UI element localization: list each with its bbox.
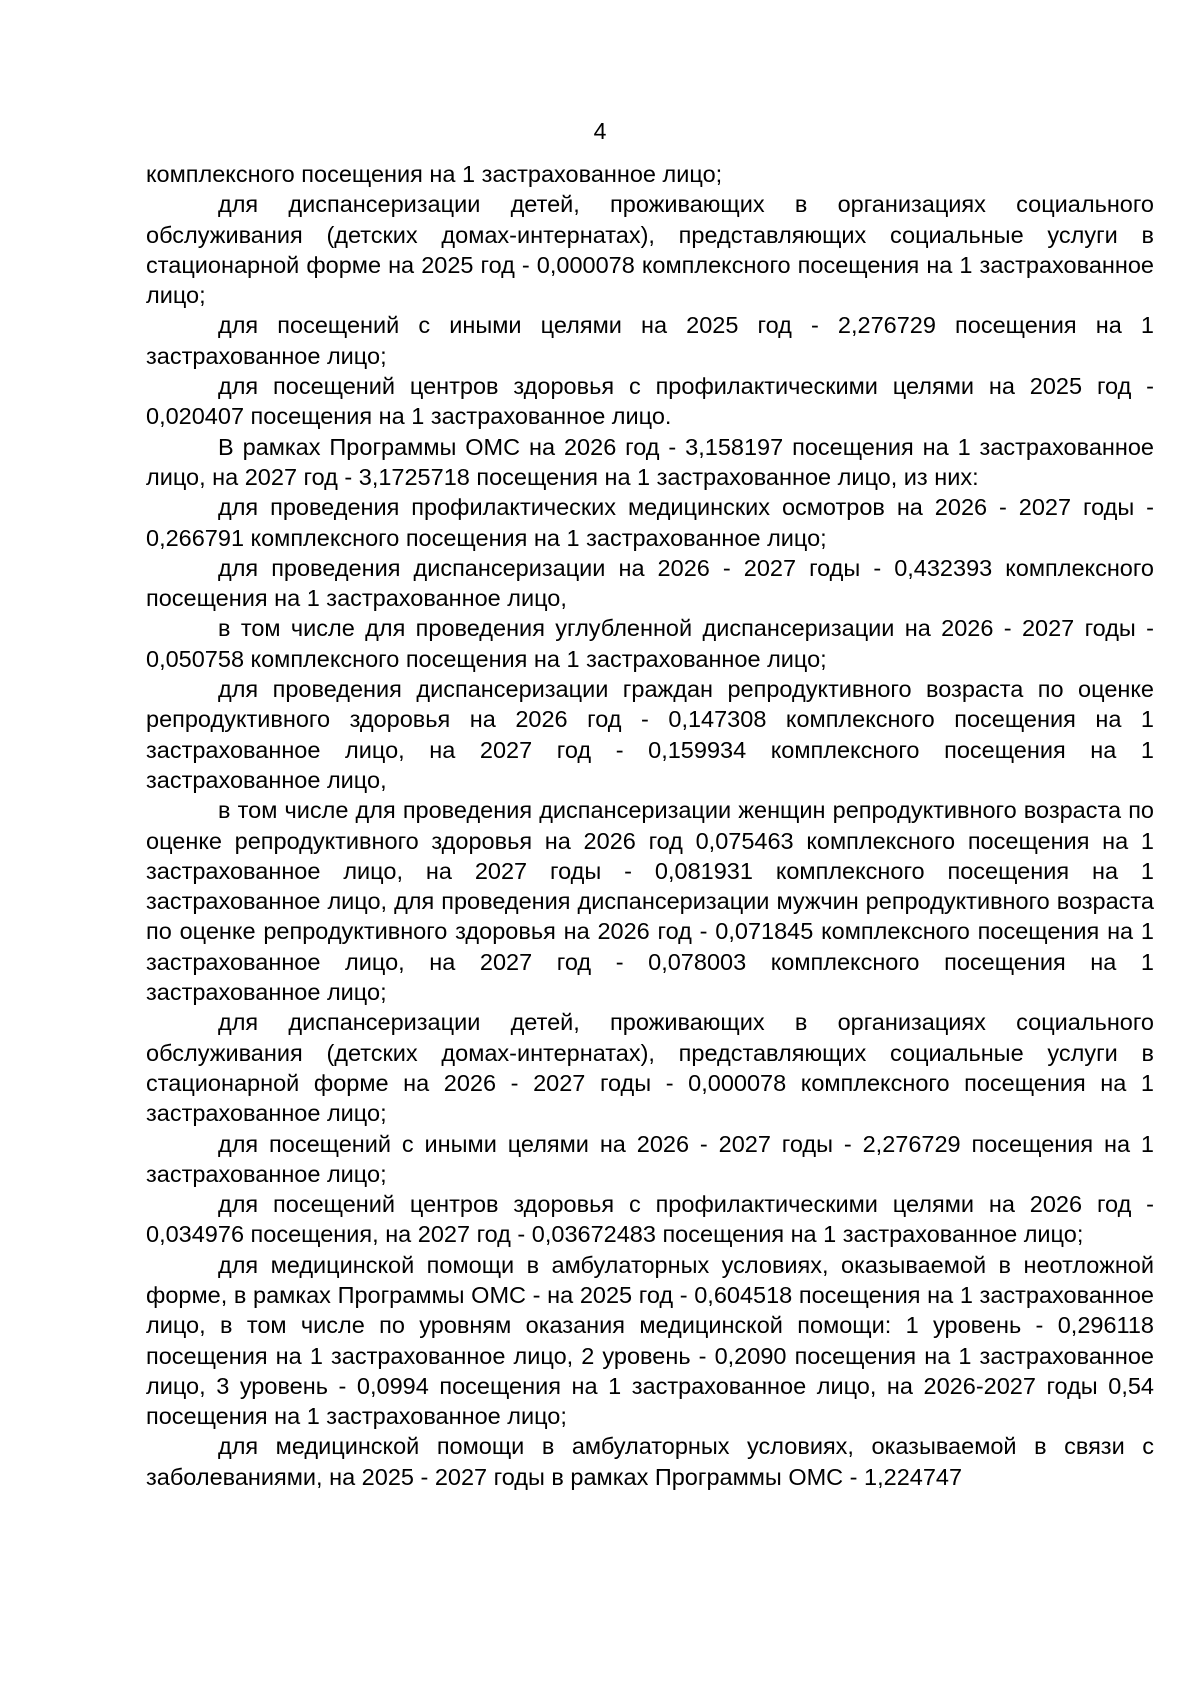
- page-number: 4: [593, 118, 607, 144]
- paragraph: в том числе для проведения диспансеризации женщин репродуктивного возраста по оценке репродуктивного здоровья на 2026 год 0,075463 комплексного посещения на 1 застрахованное лицо, на 2027 годы - 0,081931 комплексного посещения на 1 застрахованное лицо, для проведения диспансеризации мужчин репродуктивного возраста по оценке репродуктивного здоровья на 2026 год - 0,071845 комплексного посещения на 1 застрахованное лицо, на 2027 год - 0,078003 комплексного посещения на 1 застрахованное лицо;: [146, 797, 1154, 1006]
- paragraph: для посещений с иными целями на 2025 год - 2,276729 посещения на 1 застрахованное лицо;: [146, 312, 1154, 369]
- document-body: [146, 159, 1154, 1492]
- paragraph: для диспансеризации детей, проживающих в организациях социального обслуживания (детских домах-интернатах), представляющих социальные услуги в стационарной форме на 2026 - 2027 годы - 0,000078 комплексного посещения на 1 застрахованное лицо;: [146, 1009, 1154, 1127]
- paragraph: комплексного посещения на 1 застрахованное лицо;: [146, 161, 723, 187]
- paragraph: для медицинской помощи в амбулаторных условиях, оказываемой в неотложной форме, в рамках Программы ОМС - на 2025 год - 0,604518 посещения на 1 застрахованное лицо, в том числе по уровням оказания медицинской помощи: 1 уровень - 0,296118 посещения на 1 застрахованное лицо, 2 уровень - 0,2090 посещения на 1 застрахованное лицо, 3 уровень - 0,0994 посещения на 1 застрахованное лицо, на 2026-2027 годы 0,54 посещения на 1 застрахованное лицо;: [146, 1251, 1154, 1430]
- paragraph: для посещений центров здоровья с профилактическими целями на 2025 год - 0,020407 посещения на 1 застрахованное лицо.: [146, 373, 1154, 430]
- paragraph: для диспансеризации детей, проживающих в организациях социального обслуживания (детских домах-интернатах), представляющих социальные услуги в стационарной форме на 2025 год - 0,000078 комплексного посещения на 1 застрахованное лицо;: [146, 191, 1154, 309]
- paragraph: В рамках Программы ОМС на 2026 год - 3,158197 посещения на 1 застрахованное лицо, на 2027 год - 3,1725718 посещения на 1 застрахованное лицо, из них:: [146, 433, 1154, 490]
- paragraph: для посещений центров здоровья с профилактическими целями на 2026 год - 0,034976 посещения, на 2027 год - 0,03672483 посещения на 1 застрахованное лицо;: [146, 1191, 1154, 1248]
- paragraph: для проведения диспансеризации на 2026 - 2027 годы - 0,432393 комплексного посещения на 1 застрахованное лицо,: [146, 554, 1154, 612]
- paragraph: для медицинской помощи в амбулаторных условиях, оказываемой в связи с заболеваниями, на 2025 - 2027 годы в рамках Программы ОМС - 1,224747: [146, 1433, 1154, 1490]
- paragraph: для проведения диспансеризации граждан репродуктивного возраста по оценке репродуктивного здоровья на 2026 год - 0,147308 комплексного посещения на 1 застрахованное лицо, на 2027 год - 0,159934 комплексного посещения на 1 застрахованное лицо,: [146, 676, 1154, 793]
- paragraph: для посещений с иными целями на 2026 - 2027 годы - 2,276729 посещения на 1 застрахованное лицо;: [146, 1130, 1154, 1187]
- paragraph: в том числе для проведения углубленной диспансеризации на 2026 - 2027 годы - 0,050758 комплексного посещения на 1 застрахованное лицо;: [146, 615, 1154, 672]
- paragraph: для проведения профилактических медицинских осмотров на 2026 - 2027 годы - 0,266791 комплексного посещения на 1 застрахованное лицо;: [146, 494, 1154, 551]
